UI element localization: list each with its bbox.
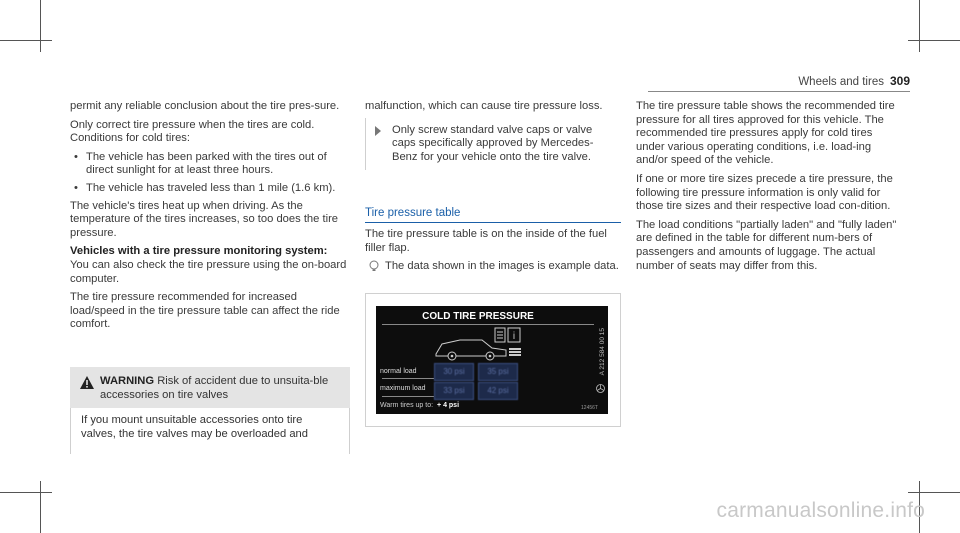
instruction-box (365, 118, 615, 171)
crop-mark (908, 492, 960, 493)
pressure-cell: 33 psi (434, 382, 474, 400)
paragraph: The tire pressure table is on the inside of the fuel filler flap. (365, 228, 607, 254)
watermark: carmanualsonline.info (716, 499, 925, 522)
warning-title (70, 367, 350, 408)
star-emblem-icon (596, 384, 605, 393)
display-rule (382, 378, 434, 379)
paragraph: malfunction, which can cause tire pressure loss. (365, 100, 603, 112)
subheading: Vehicles with a tire pressure monitoring system: (70, 245, 328, 258)
warm-label: Warm tires up to: (380, 402, 434, 409)
pressure-cell: 30 psi (434, 363, 474, 381)
row-label-maximum: maximum load (380, 385, 426, 392)
image-code: 12456T (581, 405, 598, 411)
crop-mark (40, 0, 41, 52)
tire-pressure-display (376, 306, 608, 414)
paragraph: The vehicle's tires heat up when driving. As the temperature of the tires increases, so too does the tire pressure. (70, 199, 339, 239)
display-rule (382, 324, 594, 325)
row-label-normal: normal load (380, 368, 417, 375)
part-number: A 212 584 00 15 (599, 328, 606, 376)
crop-mark (0, 40, 52, 41)
paragraph: The tire pressure recommended for increased load/speed in the tire pressure table can affect the ride comfort. (70, 291, 340, 331)
warning-text: Risk of accident due to unsuita-ble accessories on tire valves (100, 375, 329, 401)
warm-value: + 4 psi (437, 402, 460, 409)
column-1 (70, 100, 350, 337)
warm-tires-row (380, 402, 459, 409)
paragraph: The tire pressure table shows the recommended tire pressure for all tires approved for this vehicle. The recommended tire pressures apply for cold tires under various operating conditions, i.e. load-ing and/or speed of the vehicle. (636, 100, 895, 167)
section-title: Tire pressure table (365, 207, 461, 219)
crop-mark (908, 40, 960, 41)
crop-mark (919, 0, 920, 52)
note-text: The data shown in the images is example data. (385, 260, 619, 273)
section-rule (365, 222, 621, 223)
paragraph: Only correct tire pressure when the tires are cold. Conditions for cold tires: (70, 118, 315, 145)
list-item: • The vehicle has been parked with the tires out of direct sunlight for at least three hours. (70, 151, 350, 178)
display-rule (382, 396, 434, 397)
column-2-bottom (365, 228, 620, 274)
warning-body: If you mount unsuitable accessories onto tire valves, the tire valves may be overloaded and (70, 408, 350, 454)
column-2-top (365, 100, 615, 170)
crop-mark (0, 492, 52, 493)
warning-box (70, 367, 350, 442)
arrow-icon (375, 126, 381, 136)
column-3 (636, 100, 898, 278)
warning-icon (80, 376, 94, 389)
page-number: 309 (889, 74, 910, 88)
tire-icon (508, 346, 522, 358)
paragraph: permit any reliable conclusion about the tire pres-sure. (70, 100, 340, 112)
display-title: COLD TIRE PRESSURE (422, 311, 534, 322)
crop-mark (40, 481, 41, 533)
paragraph: You can also check the tire pressure using the on-board computer. (70, 258, 347, 285)
note (365, 260, 620, 274)
section-name: Wheels and tires (798, 76, 884, 88)
paragraph: The load conditions "partially laden" and "fully laden" are defined in the table for different num-bers of passengers and amounts of luggage. The actual number of seats may differ from this. (636, 218, 897, 272)
page-header (798, 74, 910, 88)
header-rule (648, 91, 910, 92)
note-icon (368, 260, 380, 272)
pressure-cell: 42 psi (478, 382, 518, 400)
instruction-text: Only screw standard valve caps or valve caps specifically approved by Mercedes-Benz for your vehicle onto the tire valve. (392, 123, 594, 163)
svg-text:i: i (512, 331, 516, 342)
paragraph: If one or more tire sizes precede a tire pressure, the following tire pressure information is only valid for those tire sizes and their respective load con-dition. (636, 172, 893, 213)
list-item: • The vehicle has traveled less than 1 mile (1.6 km). (70, 182, 350, 196)
pressure-cell: 35 psi (478, 363, 518, 381)
warning-label: WARNING (100, 375, 155, 387)
